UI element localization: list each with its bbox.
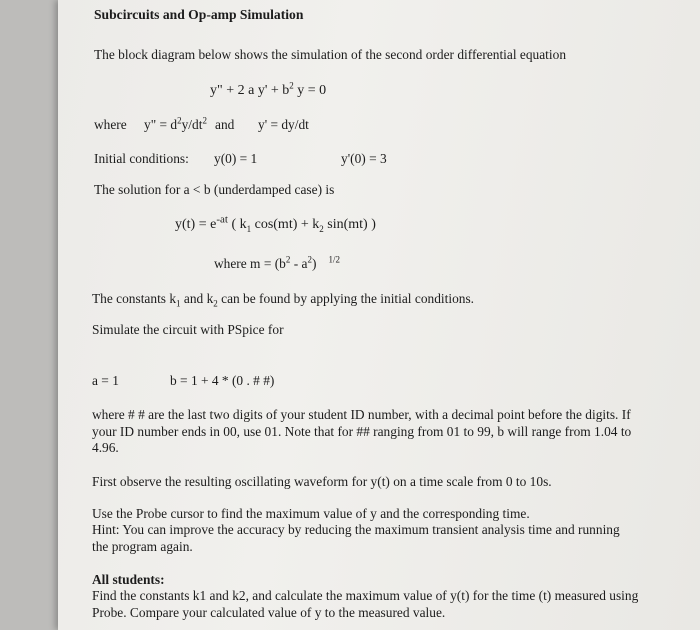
student-id-paragraph: where # # are the last two digits of your student ID number, with a decimal point before the digits. If your ID number ends in 00, use 01. Note that for ## ranging from 01 to 99, b will range from 1.04 to 4.96. [92,407,632,455]
all-students-heading: All students: [92,572,165,587]
constants-text: The constants $k_1$ and $k_2$ can be found by applying the initial conditions. [92,291,475,309]
initial-condition-y0-prime: y'(0) = 3 [341,151,387,166]
simulate-text: Simulate the circuit with PSpice for [92,322,284,337]
a-value: a = 1 [92,373,119,388]
solution-equation: $y(t) = e^{-at}$ ( $k_1$ $\cos(mt) + k_2$ sin(mt) ) [175,213,376,234]
hint-paragraph: Hint: You can improve the accuracy by reducing the maximum transient analysis time and running the program again. [92,522,620,554]
intro-text: The block diagram below shows the simulation of the second order differential equation [94,47,567,62]
initial-conditions-label: Initial conditions: [94,151,189,166]
and-label: and [215,117,235,132]
differential-equation: y" + 2 a $y' + b^2$ y = 0 [210,80,327,98]
b-value: b = 1 + 4 * (0 . # #) [170,373,275,388]
probe-instruction: Use the Probe cursor to find the maximum value of y and the corresponding time. [92,506,530,521]
first-derivative-definition: y' = dy/dt [258,117,309,132]
initial-condition-y0: y(0) = 1 [214,151,258,166]
all-students-paragraph: Find the constants k1 and k2, and calculate the maximum value of y(t) for the time (t) measured using Probe. Compare your calculated value of y to the measured value. [92,588,639,620]
where-label: where [94,117,127,132]
solution-intro: The solution for a < b (underdamped case) is [94,182,335,197]
m-definition: where $m = (b^2 - a^2)$ $^{1/2}$ [214,254,340,271]
second-derivative-definition: y" = $d^2y/dt^2$ [144,115,207,132]
document-title: Subcircuits and Op-amp Simulation [94,7,304,22]
document-page [58,0,700,630]
observe-paragraph: First observe the resulting oscillating waveform for y(t) on a time scale from 0 to 10s. [92,474,552,489]
